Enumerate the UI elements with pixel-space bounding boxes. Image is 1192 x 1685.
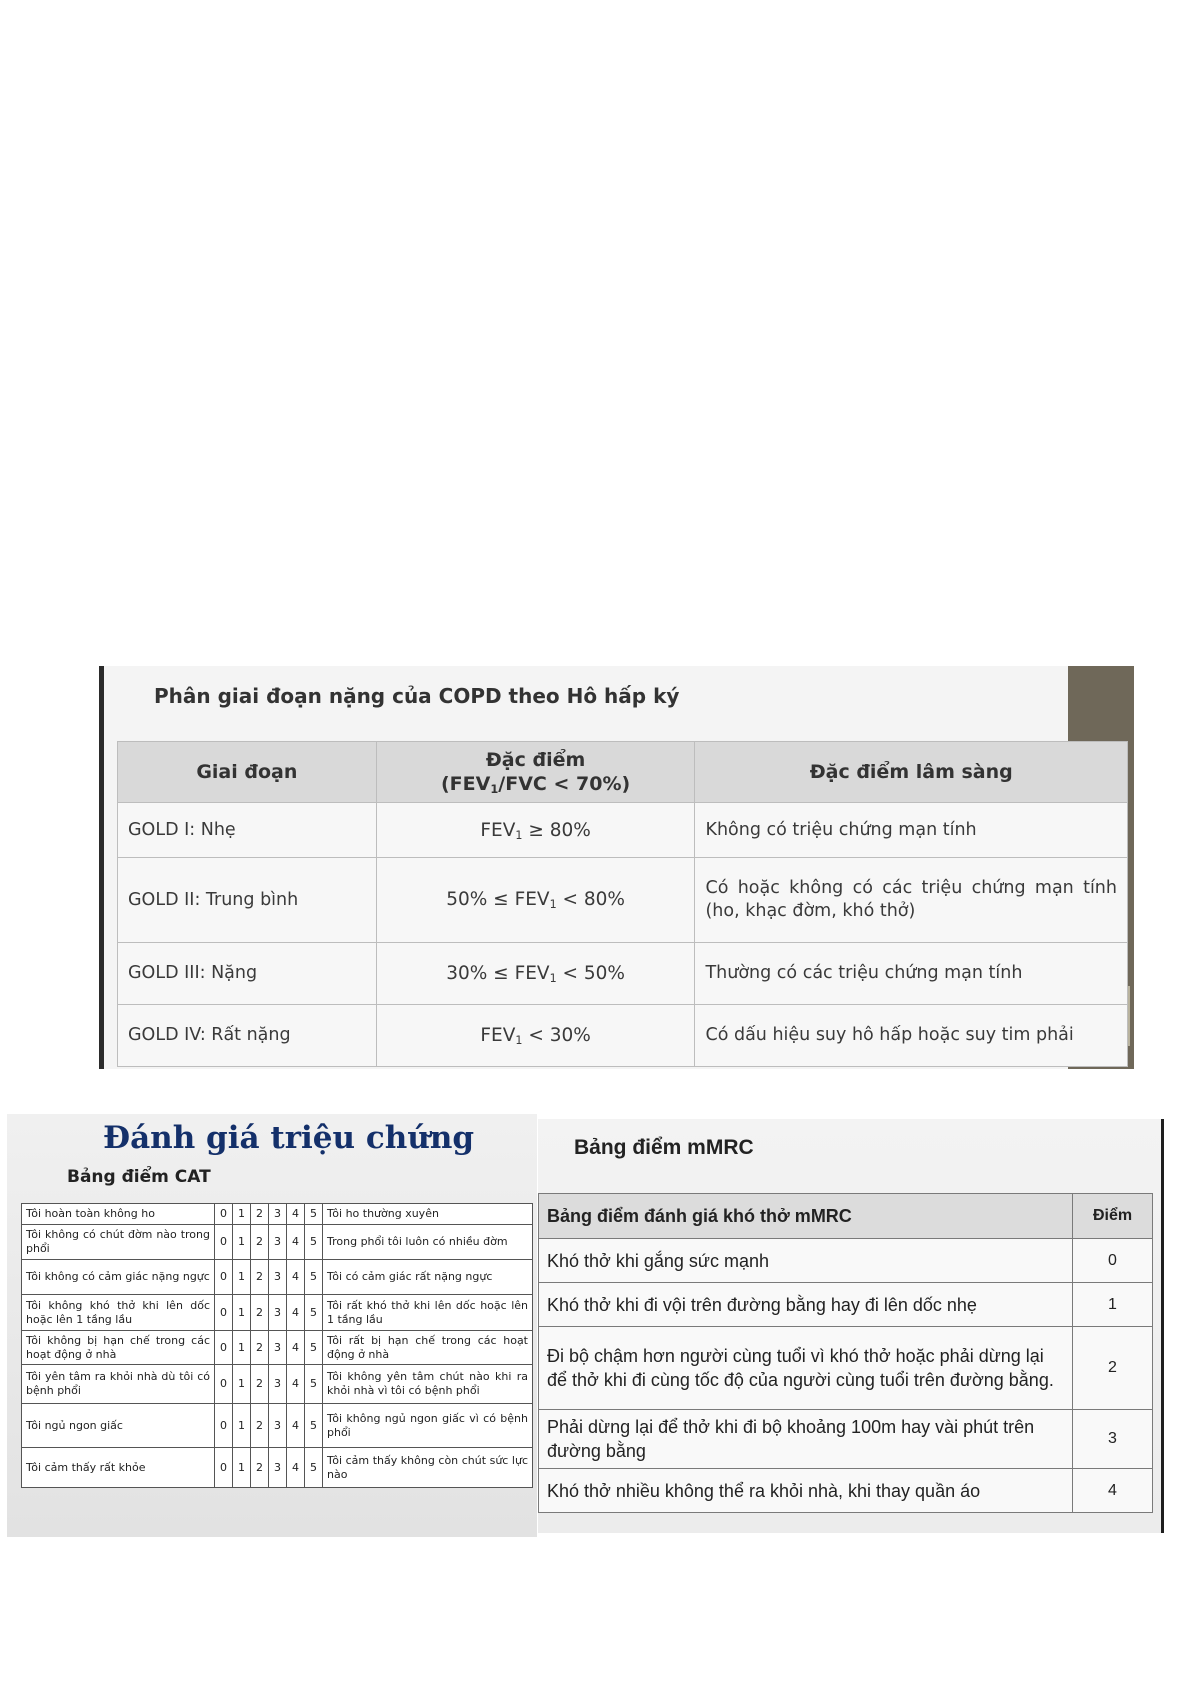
table-row [118, 858, 1128, 942]
clinical-cell: Thường có các triệu chứng mạn tính [695, 942, 1128, 1004]
cat-score-option: 1 [233, 1295, 251, 1331]
cat-score-option: 4 [287, 1204, 305, 1225]
cat-right-statement: Tôi không ngủ ngon giấc vì có bệnh phổi [323, 1404, 533, 1448]
table-row [22, 1295, 533, 1331]
header-mmrc-score: Điểm [1073, 1194, 1153, 1239]
fev-cell [376, 942, 695, 1004]
cat-score-option: 2 [251, 1331, 269, 1365]
fev-sub: 1 [515, 828, 523, 842]
cat-score-option: 4 [287, 1225, 305, 1260]
cat-left-statement: Tôi ngủ ngon giấc [22, 1404, 215, 1448]
fev-sub: 1 [549, 898, 557, 912]
mmrc-score-cell: 4 [1073, 1469, 1153, 1513]
mmrc-score-cell: 1 [1073, 1283, 1153, 1327]
cat-score-table [21, 1203, 533, 1488]
cat-score-option: 2 [251, 1204, 269, 1225]
mmrc-subtitle: Bảng điểm mMRC [574, 1136, 754, 1159]
cat-score-option: 4 [287, 1365, 305, 1404]
gold-staging-slide [99, 666, 1134, 1069]
fev-pre: FEV [480, 1024, 516, 1046]
table-header-row [118, 742, 1128, 803]
header-feature-sub: 1 [490, 782, 499, 796]
cat-score-option: 2 [251, 1260, 269, 1295]
fev-sub: 1 [549, 971, 557, 985]
cat-score-option: 5 [305, 1331, 323, 1365]
cat-score-option: 0 [215, 1404, 233, 1448]
cat-subtitle: Bảng điểm CAT [67, 1167, 211, 1187]
stage-cell: GOLD I: Nhẹ [118, 803, 377, 858]
stage-cell: GOLD III: Nặng [118, 942, 377, 1004]
cat-score-option: 5 [305, 1448, 323, 1488]
cat-score-option: 5 [305, 1225, 323, 1260]
clinical-cell: Có dấu hiệu suy hô hấp hoặc suy tim phải [695, 1004, 1128, 1066]
cat-left-statement: Tôi không có cảm giác nặng ngực [22, 1260, 215, 1295]
cat-left-statement: Tôi không bị hạn chế trong các hoạt động ở nhà [22, 1331, 215, 1365]
gold-staging-table [117, 741, 1128, 1067]
cat-score-option: 1 [233, 1204, 251, 1225]
cat-score-option: 4 [287, 1448, 305, 1488]
cat-score-option: 5 [305, 1260, 323, 1295]
fev-cell [376, 1004, 695, 1066]
cat-right-statement: Tôi rất khó thở khi lên dốc hoặc lên 1 tầng lầu [323, 1295, 533, 1331]
cat-right-statement: Tôi cảm thấy không còn chút sức lực nào [323, 1448, 533, 1488]
table-row [539, 1283, 1153, 1327]
fev-post: < 50% [556, 962, 626, 984]
cat-score-option: 3 [269, 1295, 287, 1331]
cat-score-option: 0 [215, 1295, 233, 1331]
cat-score-option: 4 [287, 1260, 305, 1295]
cat-left-statement: Tôi hoàn toàn không ho [22, 1204, 215, 1225]
cat-score-option: 3 [269, 1365, 287, 1404]
mmrc-desc-cell: Đi bộ chậm hơn người cùng tuổi vì khó thở hoặc phải dừng lại để thở khi đi cùng tốc độ của người cùng tuổi trên đường bằng. [539, 1327, 1073, 1410]
cat-left-statement: Tôi không có chút đờm nào trong phổi [22, 1225, 215, 1260]
cat-score-option: 4 [287, 1295, 305, 1331]
cat-left-statement: Tôi cảm thấy rất khỏe [22, 1448, 215, 1488]
table-row [22, 1204, 533, 1225]
stage-cell: GOLD IV: Rất nặng [118, 1004, 377, 1066]
cat-score-option: 0 [215, 1365, 233, 1404]
mmrc-score-slide [538, 1119, 1164, 1533]
fev-pre: 30% ≤ FEV [446, 962, 550, 984]
cat-right-statement: Trong phổi tôi luôn có nhiều đờm [323, 1225, 533, 1260]
table-row [22, 1331, 533, 1365]
cat-score-slide [7, 1114, 537, 1537]
mmrc-score-cell: 3 [1073, 1410, 1153, 1469]
header-feature-pre: (FEV [441, 773, 491, 795]
cat-score-option: 3 [269, 1225, 287, 1260]
table-row [22, 1225, 533, 1260]
cat-score-option: 4 [287, 1331, 305, 1365]
cat-score-option: 0 [215, 1225, 233, 1260]
cat-score-option: 3 [269, 1448, 287, 1488]
fev-post: < 30% [522, 1024, 591, 1046]
cat-score-option: 2 [251, 1404, 269, 1448]
cat-score-option: 5 [305, 1404, 323, 1448]
fev-post: < 80% [556, 889, 626, 911]
cat-score-option: 0 [215, 1204, 233, 1225]
header-stage: Giai đoạn [118, 742, 377, 803]
table-row [22, 1448, 533, 1488]
cat-score-option: 2 [251, 1225, 269, 1260]
header-clinical: Đặc điểm lâm sàng [695, 742, 1128, 803]
cat-score-option: 2 [251, 1365, 269, 1404]
cat-score-option: 1 [233, 1225, 251, 1260]
fev-sub: 1 [515, 1033, 523, 1047]
table-row [539, 1410, 1153, 1469]
gold-title: Phân giai đoạn nặng của COPD theo Hô hấp ký [154, 684, 680, 708]
mmrc-score-table [538, 1193, 1153, 1513]
cat-score-option: 3 [269, 1331, 287, 1365]
cat-score-option: 1 [233, 1331, 251, 1365]
mmrc-desc-cell: Phải dừng lại để thở khi đi bộ khoảng 100m hay vài phút trên đường bằng [539, 1410, 1073, 1469]
mmrc-desc-cell: Khó thở khi đi vội trên đường bằng hay đi lên dốc nhẹ [539, 1283, 1073, 1327]
cat-score-option: 4 [287, 1404, 305, 1448]
table-row [539, 1327, 1153, 1410]
clinical-cell: Có hoặc không có các triệu chứng mạn tính (ho, khạc đờm, khó thở) [695, 858, 1128, 942]
table-row [118, 803, 1128, 858]
cat-score-option: 5 [305, 1204, 323, 1225]
fev-post: ≥ 80% [522, 819, 591, 841]
cat-score-option: 3 [269, 1404, 287, 1448]
mmrc-desc-cell: Khó thở khi gắng sức mạnh [539, 1239, 1073, 1283]
cat-score-option: 3 [269, 1204, 287, 1225]
mmrc-desc-cell: Khó thở nhiều không thể ra khỏi nhà, khi thay quần áo [539, 1469, 1073, 1513]
fev-cell [376, 858, 695, 942]
cat-score-option: 1 [233, 1404, 251, 1448]
table-row [539, 1239, 1153, 1283]
table-row [22, 1260, 533, 1295]
table-row [22, 1365, 533, 1404]
table-row [118, 1004, 1128, 1066]
cat-score-option: 1 [233, 1448, 251, 1488]
cat-score-option: 3 [269, 1260, 287, 1295]
mmrc-score-cell: 0 [1073, 1239, 1153, 1283]
table-header-row [539, 1194, 1153, 1239]
header-mmrc-desc: Bảng điểm đánh giá khó thở mMRC [539, 1194, 1073, 1239]
cat-left-statement: Tôi yên tâm ra khỏi nhà dù tôi có bệnh phổi [22, 1365, 215, 1404]
cat-score-option: 1 [233, 1260, 251, 1295]
table-row [539, 1469, 1153, 1513]
cat-left-statement: Tôi không khó thở khi lên dốc hoặc lên 1 tầng lầu [22, 1295, 215, 1331]
fev-cell [376, 803, 695, 858]
header-feature-post: /FVC < 70%) [498, 773, 631, 795]
table-row [118, 942, 1128, 1004]
table-row [22, 1404, 533, 1448]
stage-cell: GOLD II: Trung bình [118, 858, 377, 942]
mmrc-score-cell: 2 [1073, 1327, 1153, 1410]
header-feature [376, 742, 695, 803]
symptom-assessment-heading: Đánh giá triệu chứng [103, 1120, 475, 1156]
clinical-cell: Không có triệu chứng mạn tính [695, 803, 1128, 858]
cat-score-option: 1 [233, 1365, 251, 1404]
cat-score-option: 0 [215, 1448, 233, 1488]
cat-score-option: 2 [251, 1295, 269, 1331]
cat-right-statement: Tôi rất bị hạn chế trong các hoạt động ở nhà [323, 1331, 533, 1365]
cat-score-option: 0 [215, 1331, 233, 1365]
fev-pre: FEV [480, 819, 516, 841]
header-feature-line1: Đặc điểm [485, 749, 586, 771]
cat-right-statement: Tôi ho thường xuyên [323, 1204, 533, 1225]
cat-score-option: 0 [215, 1260, 233, 1295]
fev-pre: 50% ≤ FEV [446, 889, 550, 911]
cat-right-statement: Tôi có cảm giác rất nặng ngực [323, 1260, 533, 1295]
cat-score-option: 5 [305, 1295, 323, 1331]
cat-right-statement: Tôi không yên tâm chút nào khi ra khỏi nhà vì tôi có bệnh phổi [323, 1365, 533, 1404]
cat-score-option: 2 [251, 1448, 269, 1488]
cat-score-option: 5 [305, 1365, 323, 1404]
